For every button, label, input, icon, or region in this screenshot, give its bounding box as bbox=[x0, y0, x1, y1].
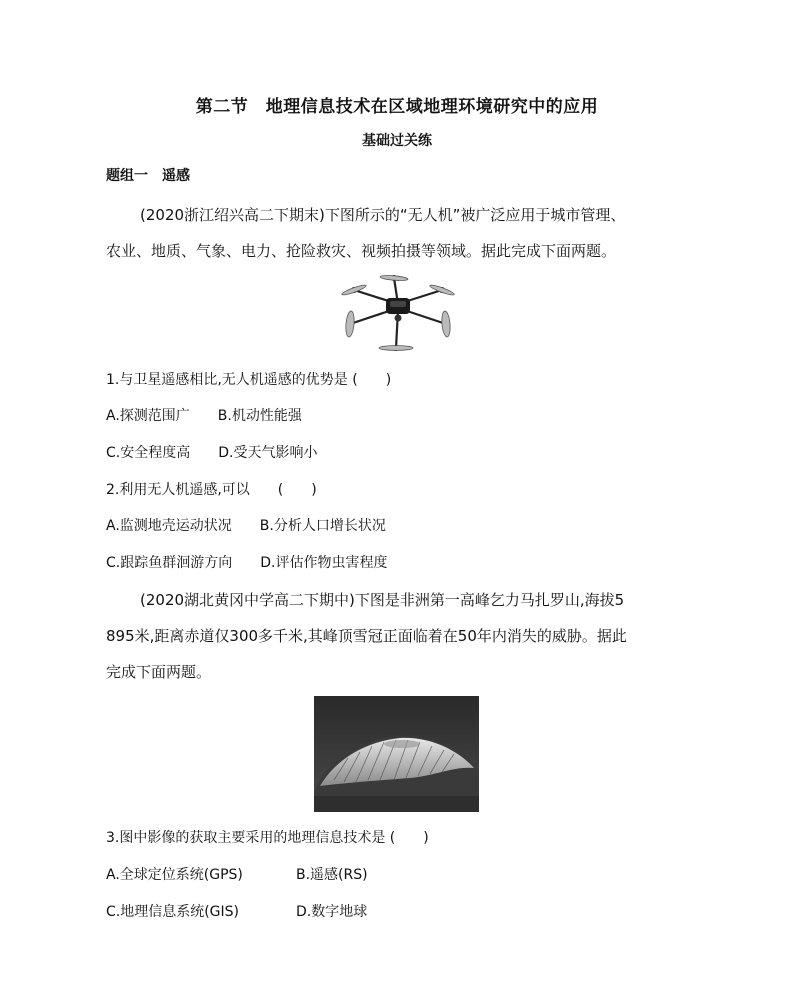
section-heading: 题组一 遥感 bbox=[106, 168, 190, 184]
option-1a: A.探测范围广 bbox=[106, 408, 190, 424]
question-3-options-row2 bbox=[106, 901, 367, 921]
passage1-line1: (2020浙江绍兴高二下期末)下图所示的“无人机”被广泛应用于城市管理、 bbox=[140, 206, 626, 224]
option-3b: B.遥感(RS) bbox=[296, 867, 368, 883]
passage2-line2: 895米,距离赤道仅300多千米,其峰顶雪冠正面临着在50年内消失的威胁。据此 bbox=[106, 627, 627, 645]
question-2-stem: 2.利用无人机遥感,可以 ( ) bbox=[106, 482, 317, 498]
passage1-line2: 农业、地质、气象、电力、抢险救灾、视频拍摄等领域。据此完成下面两题。 bbox=[106, 242, 617, 260]
drone-image bbox=[336, 268, 460, 360]
option-3c: C.地理信息系统(GIS) bbox=[106, 904, 240, 920]
option-2b: B.分析人口增长状况 bbox=[259, 518, 386, 534]
option-2c: C.跟踪鱼群洄游方向 bbox=[106, 555, 233, 571]
option-2d: D.评估作物虫害程度 bbox=[260, 555, 388, 571]
page-title: 第二节 地理信息技术在区域地理环境研究中的应用 bbox=[195, 97, 599, 117]
question-1-options-row2 bbox=[106, 442, 317, 462]
question-1-stem: 1.与卫星遥感相比,无人机遥感的优势是 ( ) bbox=[106, 372, 392, 388]
option-1b: B.机动性能强 bbox=[217, 408, 302, 424]
question-2-options-row2 bbox=[106, 552, 387, 572]
question-1-options-row1 bbox=[106, 405, 302, 425]
question-3-options-row1 bbox=[106, 864, 368, 884]
option-3a: A.全球定位系统(GPS) bbox=[106, 867, 243, 883]
page-subtitle: 基础过关练 bbox=[362, 133, 432, 149]
option-1c: C.安全程度高 bbox=[106, 445, 191, 461]
passage2-line1: (2020湖北黄冈中学高二下期中)下图是非洲第一高峰乞力马扎罗山,海拔5 bbox=[140, 591, 625, 609]
kilimanjaro-image bbox=[314, 696, 479, 812]
option-2a: A.监测地壳运动状况 bbox=[106, 518, 232, 534]
option-1d: D.受天气影响小 bbox=[218, 445, 318, 461]
option-3d: D.数字地球 bbox=[296, 904, 368, 920]
question-2-options-row1 bbox=[106, 515, 386, 535]
passage2-line3: 完成下面两题。 bbox=[106, 663, 212, 681]
question-3-stem: 3.图中影像的获取主要采用的地理信息技术是 ( ) bbox=[106, 830, 429, 846]
